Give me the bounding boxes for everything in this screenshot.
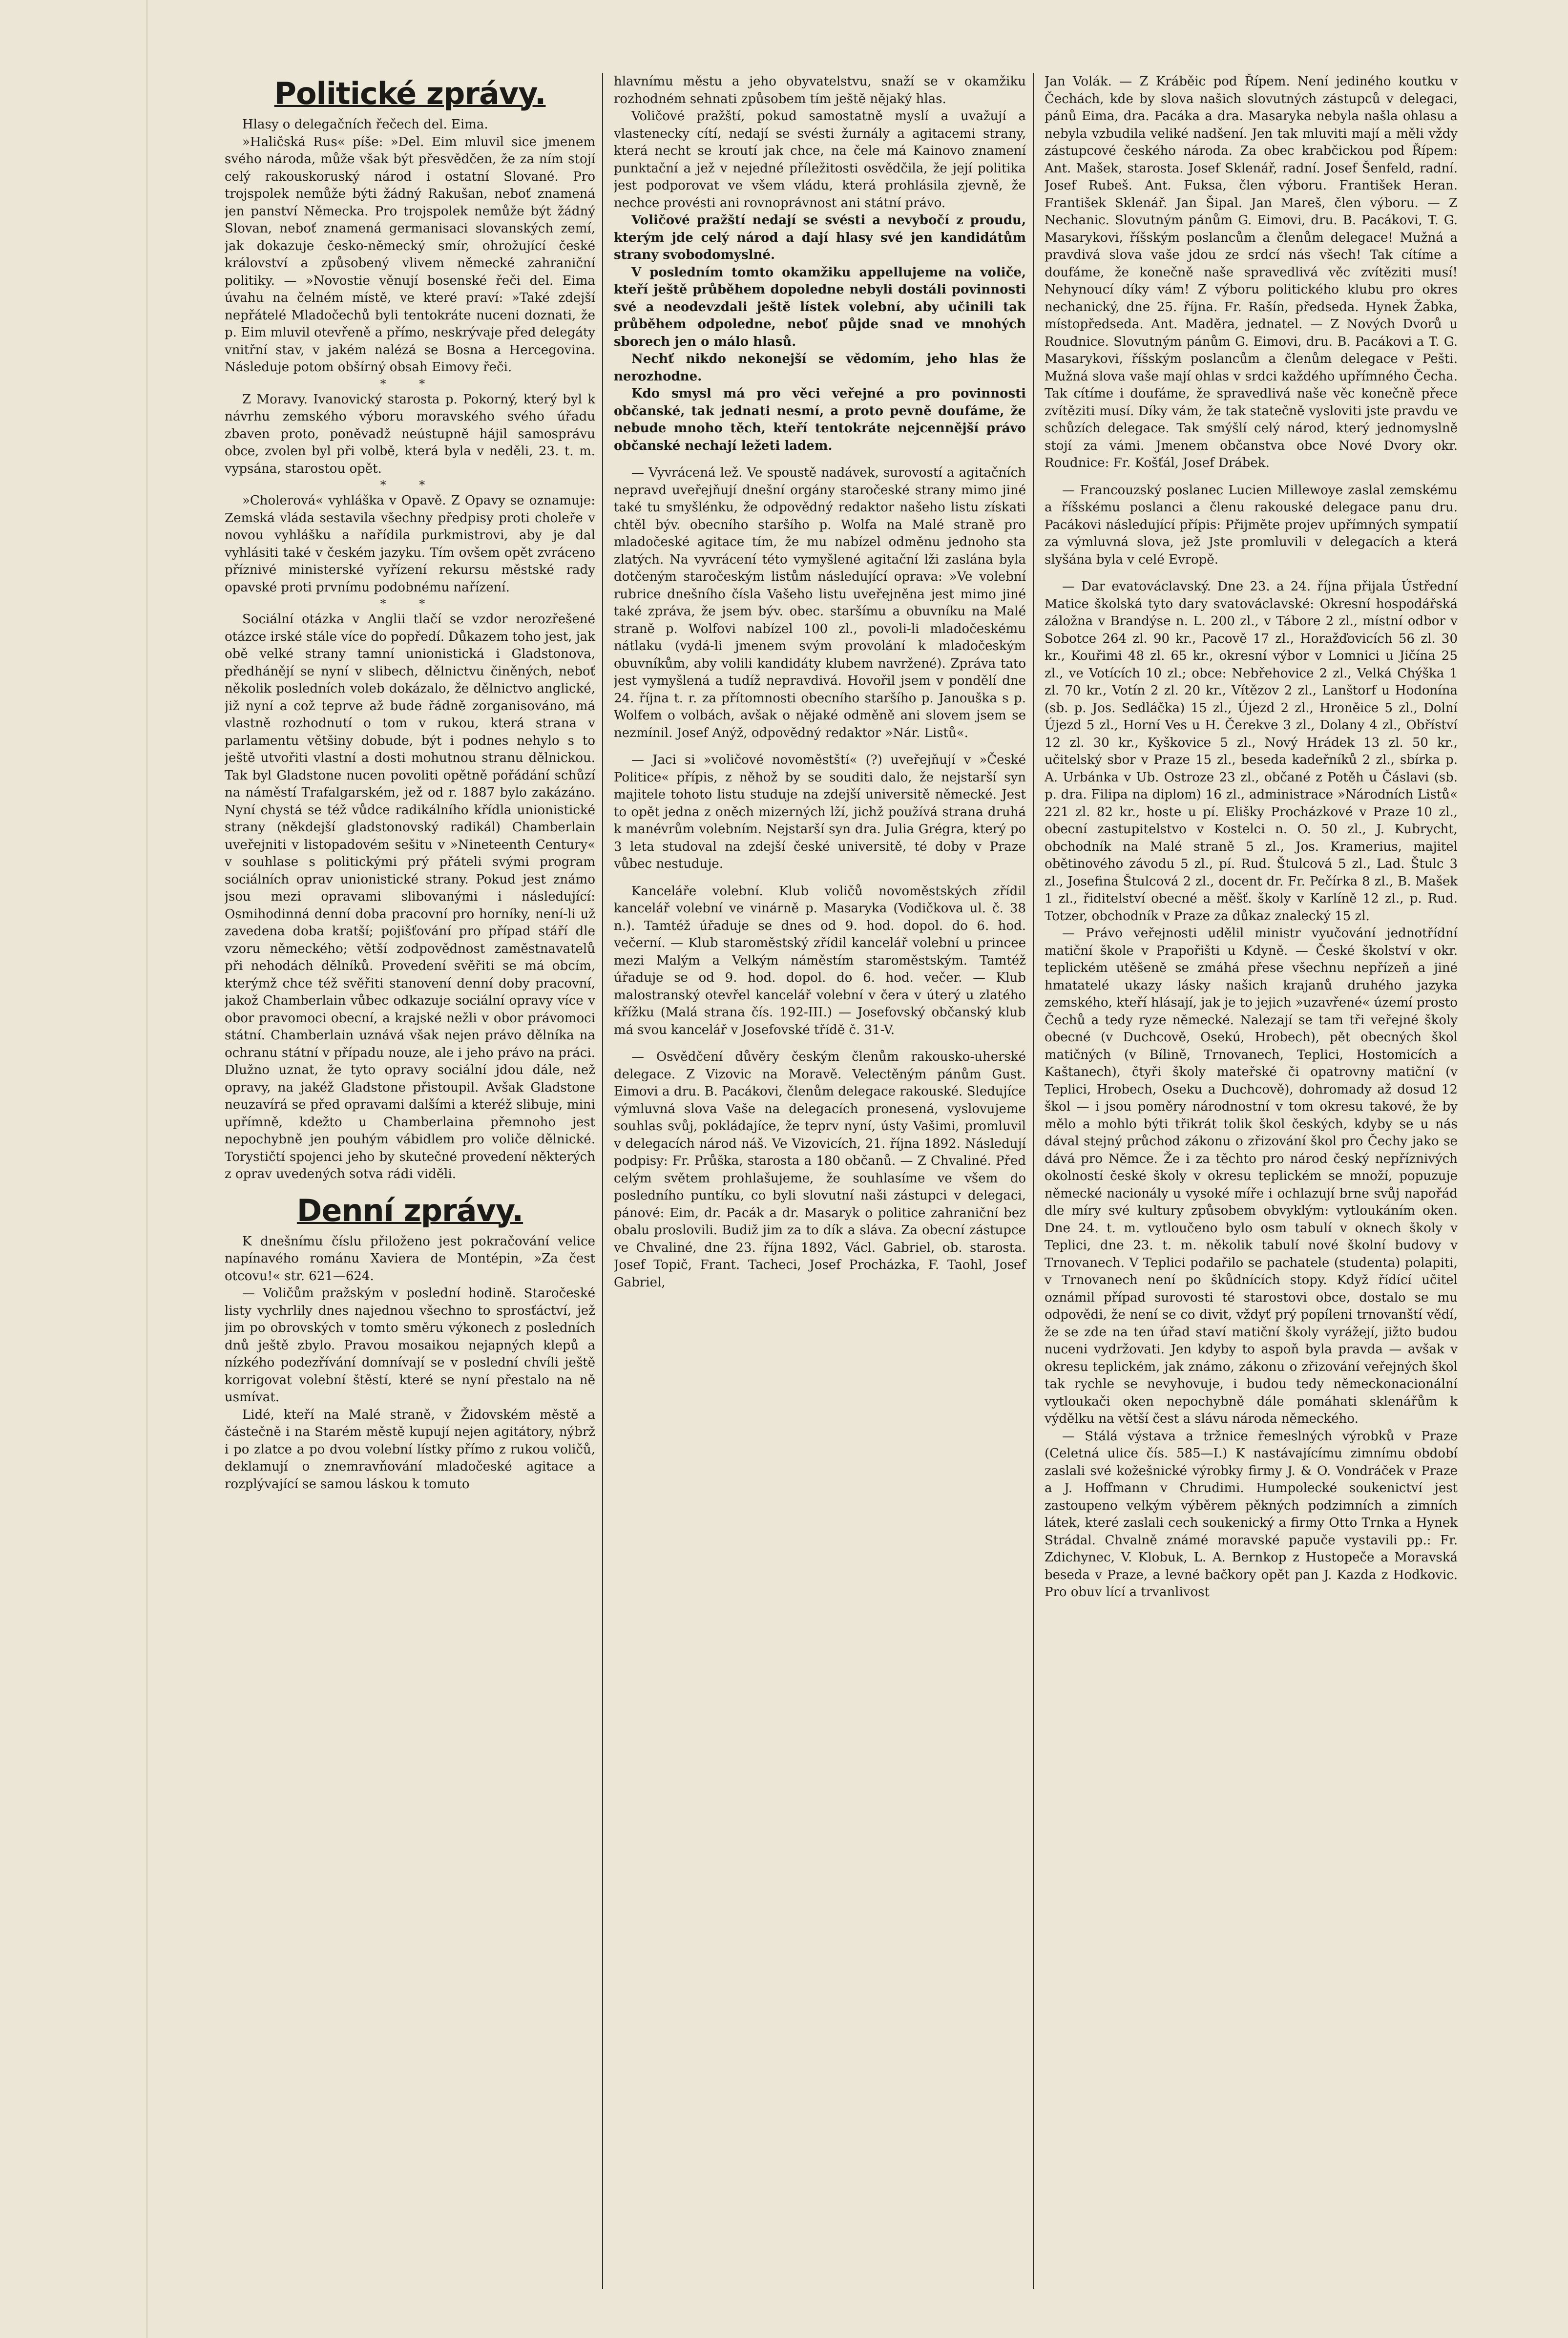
- article-social-question-england: Sociální otázka v Anglii tlačí se vzdor nerozřešené otázce irské stále více do popředí. Důkazem toho jest, jak obě velké strany tamní unionistická i Gladstonova, předhánějí se nyní v slibech, dělnictvu činěných, neboť několik posledních voleb dokázalo, že dělnictvo anglické, již nyní a což teprve až bude řádně zorganisováno, má vlastně rozhodnutí o tom v rukou, která strana v parlamentu většiny dobude, být i podnes nehylo s to ještě utvořiti vlastní a dosti mohutnou stranu dělnickou. Tak byl Gladstone nucen povoliti opětně pořádání schůzí na náměstí Trafalgarském, jež od r. 1887 bylo zakázáno. Nyní chystá se též vůdce radikálního křídla unionistické strany (někdejší gladstonovský radikál) Chamberlain uveřejniti v listopadovém sešitu v »Nineteenth Century« v souhlase s politickými prý přáteli svými program sociálních oprav unionistické strany. Pokud jest známo jsou mezi opravami slibovanými i následující: Osmihodinná denní doba pracovní pro horníky, není-li už zavedena doba kratší; pojišťování pro případ stáří dle vzoru německého; větší zodpovědnost zaměstnavatelů při nehodách dělníků. Provedení svěřiti se má obcím, kterýmž chce též svěřiti stanovení denní doby pracovní, jakož Chamberlain vůbec odkazuje sociální opravy více v obor pravomoci obecní, a krajské nežli v obor právomoci státní. Chamberlain uznává však nejen právo dělníka na ochranu státní v případu nouze, ale i jeho právo na práci. Dlužno uznat, že tyto opravy sociální jdou dále, než opravy, na jakéž Gladstone přistoupil. Avšak Gladstone neuzavírá se před opravami dalšími a kteréž slibuje, mini upřímně, kdežto u Chamberlaina přemnoho jest nepochybně jen pouhým vábidlem pro voliče dělnické. Torystičtí spojenci jeho by skutečné provedení některých z oprav uvedených sotva rádi viděli.: [225, 612, 595, 1181]
- article-election-offices: Kanceláře volební. Klub voličů novoměstských zřídil kancelář volební ve vinárně p. Masaryka (Vodičkova ul. č. 38 n.). Tamtéž úřaduje se dnes od 9. hod. dopol. do 6. hod. večerní. — Klub staroměstský zřídil kancelář volební u princee mezi Malým a Velkým náměstím staroměstským. Tamtéž úřaduje se od 9. hod. dopol. do 6. hod. večer. — Klub malostranský otevřel kancelář volební v čera v úterý u zlatého křížku (Malá strana čís. 192-III.) — Josefovský občanský klub má svou kancelář v Josefovské třídě č. 31-V.: [614, 884, 1026, 1037]
- article-eim-voices: Hlasy o delegačních řečech del. Eima.: [242, 117, 488, 132]
- column-2: [614, 73, 1034, 2289]
- article-columns: [225, 73, 1505, 2289]
- separator: * *: [380, 597, 440, 611]
- article-civic-duty: Kdo smysl má pro věci veřejné a pro povinnosti občanské, tak jednati nesmí, a proto pevně doufáme, že nebude mnoho těch, kteří tentokráte nejcennější právo občanské nechají ležeti ladem.: [614, 386, 1026, 453]
- article-public-right-schools: — Právo veřejnosti udělil ministr vyučování jednotřídní matiční škole v Prapořišti u Kdyně. — České školství v okr. teplickém utěšeně se zmáhá přese všechnu nepřízeň a jiné hmatatelé ukazy lásky našich krajanů druhého jazyka zemského, kteří hlásají, jak je to jejich »uzavřené« území prosto Čechů a tedy ryze německé. Nalezají se tam tři veřejné školy obecné (v Duchcově, Osekú, Hrobech), pět obecných škol matičných (v Bílině, Trnovanech, Teplici, Hostomicích a Kaštanech), čtyři školy mateřské či opatrovny matiční (v Teplici, Hrobech, Oseku a Duchcově), dohromady až dosud 12 škol — i jsou poměry národnostní v tom okresu takové, že by mělo a mohlo býti třikrát tolik škol českých, kdyby se u nás dával stejný průchod zákonu o zřizování škol pro Čechy jako se dává pro Němce. Že i za těchto pro národ český nepříznivých okolností české školy v okresu teplickém se množí, popuzuje německé nacionály u vysoké míře i ochlazují brne svůj napořád dle míry své kultury způsobem obvyklým: vytloukáním oken. Dne 24. t. m. vytloučeno bylo osm tabulí v oknech školy v Teplici, dne 23. t. m. několik tabulí nové školní budovy v Trnovanech. V Teplici podařilo se pachatele (studenta) polapiti, v Trnovanech není po škůdnících stopy. Když řídící učitel oznámil případ surovosti té starostovi obce, dostalo se mu odpovědi, že není se co divit, vždyť prý popíleni trnovanští vědí, že se zde na ten úřad staví matiční školy vyrážejí, jižto budou nuceni vydržovati. Jen kdyby to aspoň byla pravda — avšak v okresu teplickém, jak známo, zákonu o zřizování veřejných škol tak rychle se nevyhovuje, i budou tedy německonacionální vytloukači oken nepochybně dále pomáhati sklenářům k výdělku na větší čest a slávu národa německého.: [1045, 926, 1458, 1426]
- article-refuted-lie: — Vyvrácená lež. Ve spoustě nadávek, surovostí a agitačních nepravd uveřejňují dnešní orgány staročeské strany mimo jiné také tu smyšlénku, že odpovědný redaktor našeho listu získati chtěl býv. obecního staršího p. Wolfa na Malé straně pro mladočeské agitace tím, že mu nabízel odměnu jednoho sta zlatých. Na vyvrácení této vymyšlené agitační lži zaslána byla dotčeným staročeským listům následující oprava: »Ve volební rubrice dnešního čísla Vašeho listu uveřejněna jest mimo jiné také zpráva, že jsem býv. obec. staršímu a obuvníku na Malé straně p. Wolfovi nabízel 100 zl., povoli-li mladočeskému nátlaku (vydá-li jmenem svým provolání k mladočeským obuvníkům, aby volili kandidáty klubem navržené). Zpráva tato jest vymyšlená a tudíž nepravdivá. Hovořil jsem v pondělí dne 24. října t. r. za přítomnosti obecního staršího p. Janouška s p. Wolfem o volbách, avšak o nějaké odměně ani slovem jsem se nezmínil. Josef Anýž, odpovědný redaktor »Nár. Listů«.: [614, 465, 1026, 740]
- article-halicska-rus: »Haličská Rus« píše: »Del. Eim mluvil sice jmenem svého národa, může však být přesvědčen, že za ním stojí celý rakouskoruský národ i ostatní Slované. Pro trojspolek nemůže býti žádný Rakušan, neboť znamená jen panství Německa. Pro trojspolek nemůže být žádný Slovan, neboť znamená germanisaci slovanských zemí, jak dokazuje česko-německý smír, ohrožující české království a způsobený vlivem německé zahraniční politiky. — »Novostie věnují bosenské řeči del. Eima úvahu na čelném místě, ve které praví: »Také zdejší nepřátelé Mladočechů byli tentokráte nuceni doznati, že p. Eim mluvil otevřeně a přímo, neskrývaje před delegáty vnitřní stav, v jakém nalézá se Bosna a Hercegovina. Následuje potom obšírný obsah Eimovy řeči.: [225, 134, 595, 375]
- article-confidence: — Osvědčení důvěry českým členům rakousko-uherské delegace. Z Vizovic na Moravě. Velectěným pánům Gust. Eimovi a dru. B. Pacákovi, členům delegace rakouské. Sledujíce výmluvná slova Vaše na delegacích pronesená, vyslovujeme souhlas svůj, pokládajíce, že teprv nyní, ústy Vašimi, promluvil v delegacích národ náš. Ve Vizovicích, 21. října 1892. Následují podpisy: Fr. Průška, starosta a 180 občanů. — Z Chvaliné. Před celým světem prohlašujeme, že souhlasíme ve všem do posledního puntíku, co byli slovutní naši zástupci v delegaci, pánové: Eim, dr. Pacák a dr. Masaryk o politice zahraniční bez obalu proslovili. Budiž jim za to dík a sláva. Za obecní zástupce ve Chvaliné, dne 23. října 1892, Václ. Gabriel, ob. starosta. Josef Topič, Frant. Tacheci, Josef Procházka, F. Taohl, Josef Gabriel,: [614, 1050, 1026, 1290]
- article-mala-strana: Lidé, kteří na Malé straně, v Židovském městě a částečně i na Starém městě kupují nejen agitátory, nýbrž i po zlatce a po dvou volební lístky přímo z rukou voličů, deklamují o znemravňování mladočeské agitace a rozplývající se samou láskou k tomuto: [225, 1407, 595, 1492]
- article-new-town-voters: — Jaci si »voličové novoměstští« (?) uveřejňují v »České Politice« přípis, z něhož by se souditi dalo, že nejstarší syn majitele tohoto listu studuje na zdejší universitě německé. Jest to opět jedna z oněch mizerných lží, jichž používá strana druhá k manévrům volebním. Nejstarší syn dra. Julia Grégra, který po 3 leta studoval na zdejší české universitě, té doby v Praze vůbec nestuduje.: [614, 753, 1026, 871]
- article-novel-supplement: K dnešnímu číslu přiloženo jest pokračování velice napínavého románu Xaviera de Montépin, »Za čest otcovu!« str. 621—624.: [225, 1234, 595, 1284]
- article-appeal: V posledním tomto okamžiku appellujeme na voliče, kteří ještě průběhem dopoledne nebyli dostáli povinnosti své a neodevzdali ještě lístek volební, aby učinili tak průběhem odpoledne, neboť půjde snad ve mnohých sborech jen o málo hlasů.: [614, 265, 1026, 349]
- article-continued: hlavnímu městu a jeho obyvatelstvu, snaží se v okamžiku rozhodném sehnati způsobem tím ještě nějaký hlas.: [614, 74, 1026, 106]
- article-prague-voters-bold: Voličové pražští nedají se svésti a nevybočí z proudu, kterým jde celý národ a dají hlasy své jen kandidátům strany svobodomyslné.: [614, 213, 1026, 262]
- separator: * *: [380, 377, 440, 391]
- article-french-deputy: — Francouzský poslanec Lucien Millewoye zaslal zemskému a říšskému poslanci a členu rakouské delegace panu dru. Pacákovi následující přípis: Přijměte projev upřímných sympatií za výmluvná slova, jež Jste promluvili v delegacích a která slyšána byla v celé Evropě.: [1045, 483, 1458, 567]
- separator: * *: [380, 478, 440, 492]
- article-nobody: Nechť nikdo nekonejší se vědomím, jeho hlas že nerozhodne.: [614, 352, 1026, 384]
- article-moravia: Z Moravy. Ivanovický starosta p. Pokorný, který byl k návrhu zemského výboru moravského svého úřadu zbaven proto, poněvadž neústupně hájil samosprávu obce, zvolen byl při volbě, která byla v neděli, 23. t. m. vypsána, starostou opět.: [225, 392, 595, 476]
- article-exhibition: — Stálá výstava a tržnice řemeslných výrobků v Praze (Celetná ulice čís. 585—I.) K nastávajícímu zimnímu období zaslali své kožešnické výrobky firmy J. & O. Vondráček v Praze a J. Hoffmann v Chrudimi. Humpolecké soukenictví jest zastoupeno velkým výběrem pěkných podzimních a zimních látek, které zaslali cech soukenický a firmy Otto Trnka a Hynek Strádal. Chvalně známé moravské papuče vystavili pp.: Fr. Zdichynec, V. Klobuk, L. A. Bernkop z Hustopeče a Moravská beseda v Praze, a levné bačkory opět pan J. Kazda z Hodkovic. Pro obuv lící a trvanlivost: [1045, 1429, 1458, 1600]
- article-prague-voters: — Voličům pražským v poslední hodině. Staročeské listy vychrlily dnes najednou všechno to sprosťáctví, jež jim po obrovských v tomto směru výkonech z posledních dnů ještě zbylo. Pravou mosaikou nejapných klepů a nízkého podezřívání domnívají se v poslední chvíli ještě korrigovat volební štěstí, které se nyní přestalo na ně usmívat.: [225, 1286, 595, 1405]
- column-3: [1045, 73, 1464, 2289]
- column-1: [225, 73, 603, 2289]
- left-margin-rule: [146, 0, 147, 2338]
- article-cholera-opava: »Cholerová« vyhláška v Opavě. Z Opavy se oznamuje: Zemská vláda sestavila všechny předpisy proti choleře v novou vyhlášku a nařídila purkmistrovi, aby je dal vyhlásiti také v českém jazyku. Tím ovšem opět zvráceno příznivé ministerské vyřízení rekursu městské rady opavské proti prvnímu podobnému nařízení.: [225, 493, 595, 595]
- article-st-wenceslas-gifts: — Dar evatováclavský. Dne 23. a 24. října přijala Ústřední Matice školská tyto dary svatováclavské: Okresní hospodářská záložna v Brandýse n. L. 200 zl., v Tábore 2 zl., místní odbor v Sobotce 264 zl. 90 kr., Pacově 17 zl., Horažďovicích 56 zl. 30 kr., Kouřimi 48 zl. 65 kr., okresní výbor v Lomnici u Jičína 25 zl., ve Votících 10 zl.; obce: Nebřehovice 2 zl., Velká Chýška 1 zl. 70 kr., Votín 2 zl. 20 kr., Vítězov 2 zl., Lanštorf u Hodonína (sb. p. Jos. Sedláčka) 15 zl., Újezd 2 zl., Hroněice 5 zl., Dolní Újezd 5 zl., Horní Ves u H. Čerekve 3 zl., Dolany 4 zl., Obříství 12 zl. 30 kr., Kyškovice 5 zl., Nový Hrádek 13 zl. 50 kr., učitelský sbor v Praze 15 zl., beseda kadeřníků 2 zl., sbírka p. A. Urbánka v Ub. Ostroze 23 zl., občané z Potěh u Čáslavi (sb. p. dra. Filipa na diplom) 16 zl., administrace »Národních Listů« 221 zl. 82 kr., hoste u pí. Elišky Procházkové v Praze 10 zl., obecní zastupitelstvo v Kostelci n. O. 50 zl., J. Kubrycht, obchodník na Malé straně 5 zl., Jos. Kramerius, majitel obětinového závodu 5 zl., pí. Rud. Štulcová 5 zl., Lad. Štulc 3 zl., Josefina Štulcová 2 zl., docent dr. Fr. Pečírka 8 zl., B. Mašek 1 zl., řiditelství obecné a měšť. školy v Karlíně 12 zl., p. Rud. Totzer, obchodník v Praze za důkaz znalecký 15 zl.: [1045, 579, 1458, 924]
- article-prague-voters-2: Voličové pražští, pokud samostatně myslí a uvažují a vlastenecky cítí, nedají se svésti žurnály a agitacemi strany, která necht se kroutí jak chce, na čele má Kainovo znamení punktační a jež v nejedné příležitosti osvědčila, že její politika jest podporovat ve všem vládu, která prohlásila zjevně, že nechce provésti ani rovnoprávnost ani státní právo.: [614, 109, 1026, 211]
- heading-daily-news: Denní zprávy.: [296, 1192, 523, 1228]
- heading-politics: Politické zprávy.: [274, 76, 546, 111]
- article-krabcice: Jan Volák. — Z Kráběic pod Řípem. Není jediného koutku v Čechách, kde by slova našich slovutných zástupců v delegaci, pánů Eima, dra. Pacáka a dra. Masaryka nebyla našla ohlasu a nebyla vzbudila veliké nadšení. Jen tak mluviti mají a měli vždy zástupcové českého národa. Za obec krabčickou pod Řípem: Ant. Mašek, starosta. Josef Sklenář, radní. Josef Šenfeld, radní. Josef Rubeš. Ant. Fuksa, člen výboru. František Heran. František Sklenář. Jan Šipal. Jan Mareš, člen výboru. — Z Nechanic. Slovutným pánům G. Eimovi, dru. B. Pacákovi, T. G. Masarykovi, říšským poslancům a členům delegace! Mužná a pravdivá slova vaše jdou ze srdcí nás všech! Tak cítíme a doufáme, že konečně naše spravedlivá věc zvítěziti musí! Nehynoucí díky vám! Z výboru politického klubu pro okres nechanický, dne 25. října. Fr. Rašín, předseda. Hynek Žabka, místopředseda. Ant. Maděra, jednatel. — Z Nových Dvorů u Roudnice. Slovutným pánům G. Eimovi, dru. B. Pacákovi a T. G. Masarykovi, říšským poslancům a členům delegace v Pešti. Mužná slova vaše mají ohlas v srdci každého upřímného Čecha. Tak cítíme i doufáme, že spravedlivá naše věc konečně přece zvítěziti musí. Díky vám, že tak statečně vysloviti jste pravdu ve schůzích delegace. Tak smýšlí celý národ, který jednomyslně stojí za vámi. Jmenem občanstva obce Nové Dvory okr. Roudnice: Fr. Košťál, Josef Drábek.: [1045, 74, 1458, 470]
